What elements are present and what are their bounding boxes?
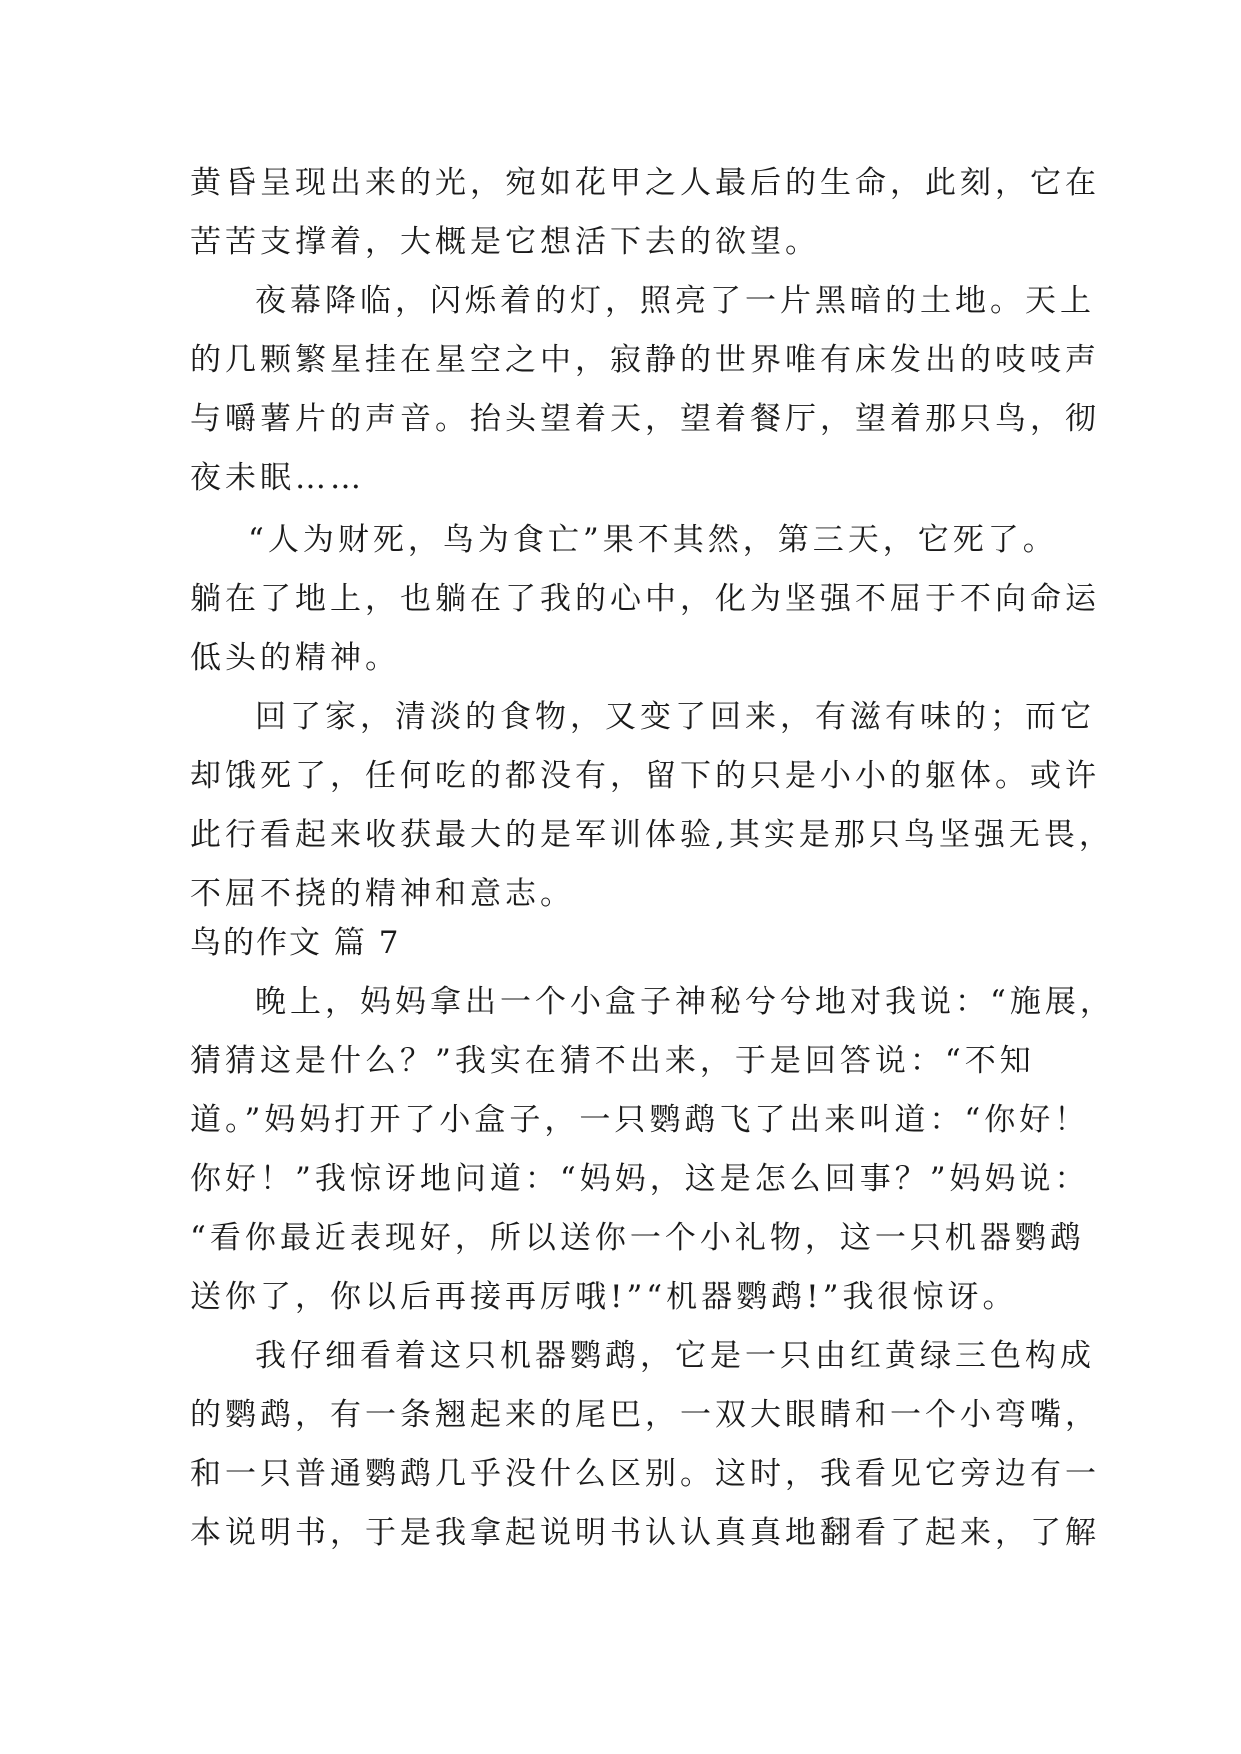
- text-line: 苦苦支撑着，大概是它想活下去的欲望。: [190, 224, 820, 260]
- text-line: 道。”妈妈打开了小盒子，一只鹦鹉飞了出来叫道：“你好！: [190, 1102, 1090, 1138]
- text-line: 却饿死了，任何吃的都没有，留下的只是小小的躯体。或许: [190, 758, 1100, 794]
- text-line: “人为财死，鸟为食亡”果不其然，第三天，它死了。: [248, 522, 1058, 558]
- text-line: 与嚼薯片的声音。抬头望着天，望着餐厅，望着那只鸟，彻: [190, 401, 1100, 437]
- section-heading: 鸟的作文 篇 7: [190, 925, 401, 961]
- text-line: “看你最近表现好，所以送你一个小礼物，这一只机器鹦鹉: [190, 1220, 1085, 1256]
- text-line: 低头的精神。: [190, 640, 400, 676]
- text-line: 夜未眠……: [190, 460, 365, 496]
- text-line: 本说明书，于是我拿起说明书认认真真地翻看了起来，了解: [190, 1515, 1100, 1551]
- text-line: 晚上，妈妈拿出一个小盒子神秘兮兮地对我说：“施展，: [255, 984, 1115, 1020]
- text-line: 的几颗繁星挂在星空之中，寂静的世界唯有床发出的吱吱声: [190, 342, 1100, 378]
- text-line: 夜幕降临，闪烁着的灯，照亮了一片黑暗的土地。天上: [255, 283, 1095, 319]
- text-line: 的鹦鹉，有一条翘起来的尾巴，一双大眼睛和一个小弯嘴，: [190, 1397, 1100, 1433]
- text-line: 黄昏呈现出来的光，宛如花甲之人最后的生命，此刻，它在: [190, 165, 1100, 201]
- text-line: 你好！”我惊讶地问道：“妈妈，这是怎么回事？”妈妈说：: [190, 1161, 1090, 1197]
- text-line: 此行看起来收获最大的是军训体验,其实是那只鸟坚强无畏，: [190, 817, 1114, 853]
- text-line: 我仔细看着这只机器鹦鹉，它是一只由红黄绿三色构成: [255, 1338, 1095, 1374]
- text-line: 猜猜这是什么？”我实在猜不出来，于是回答说：“不知: [190, 1043, 1035, 1079]
- text-line: 和一只普通鹦鹉几乎没什么区别。这时，我看见它旁边有一: [190, 1456, 1100, 1492]
- text-line: 送你了，你以后再接再厉哦!”“机器鹦鹉!”我很惊讶。: [190, 1279, 1018, 1315]
- text-line: 躺在了地上，也躺在了我的心中，化为坚强不屈于不向命运: [190, 581, 1100, 617]
- text-line: 不屈不挠的精神和意志。: [190, 876, 575, 912]
- text-line: 回了家，清淡的食物，又变了回来，有滋有味的；而它: [255, 699, 1095, 735]
